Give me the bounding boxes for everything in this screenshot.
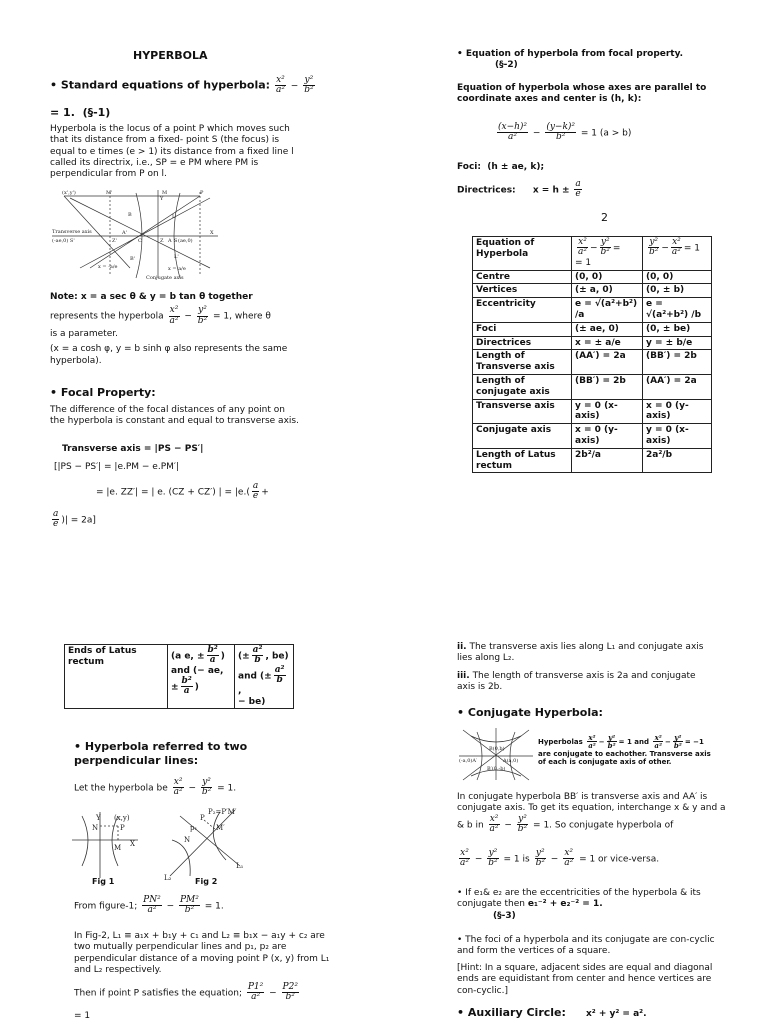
page-number: 2 [601,211,608,224]
fig-label: Z' [112,238,117,244]
fig-label: B [128,212,132,218]
standard-equation-tail: = 1. (§-1) [50,106,111,119]
fig-label: Conjugate axis [146,275,184,280]
svg-text:X: X [130,840,135,848]
fig-label: x = a/e [168,266,186,272]
conjugate-hyperbola-heading: • Conjugate Hyperbola: [457,706,603,719]
fig-label: (x',y') [62,190,76,196]
focal-property-heading: • Focal Property: [50,386,156,399]
svg-text:Y: Y [96,814,101,822]
svg-text:P: P [200,814,205,822]
focal-eq-1: Transverse axis = |PS − PS′| [62,444,204,454]
fig-label: x = -a/e [98,264,118,270]
note-line-3: is a parameter. [50,329,118,340]
fig-2-caption: Fig 2 [195,877,218,886]
svg-text:L₂: L₂ [164,874,172,882]
table-row [65,645,294,709]
standard-equation-heading: • Standard equations of hyperbola: $\frac{\text{x²}}{\text{a²}}$ − $\frac{\text{y²}}{\text{b²}}$ [50,75,314,96]
table-header-col2: $\frac{\text{y²}}{\text{b²}}$ − $\frac{\text{x²}}{\text{a²}}$ = 1 [643,237,712,271]
table-row: Length of Transverse axis (AA′) = 2a (BB′) = 2b [473,350,712,375]
perpendicular-figure-1 [70,810,140,880]
focal-eq-2: [|PS − PS′| = |e.PM − e.PM′| [54,462,179,472]
hint-text: [Hint: In a square, adjacent sides are equal and diagonal ends are equidistant from center and hence vertices are con-cyclic.] [457,963,713,996]
fig-label: M [162,190,168,196]
fig-label: B' [130,256,136,262]
fig-label: A' [122,230,127,236]
table-row: Vertices (± a, 0) (0, ± b) [473,284,712,298]
auxiliary-circle-line: • Auxiliary Circle: x² + y² = a². [457,1006,647,1019]
foci-line: Foci: (h ± ae, k); [457,162,545,172]
point-iii: iii. The length of transverse axis is 2a and conjugate axis is 2b. [457,671,696,693]
focal-property-text: The difference of the focal distances of any point on the hyperbola is constant and equal to transverse axis. [50,405,299,427]
svg-text:A(a,0): A(a,0) [503,758,519,764]
fig-label: (ae,0) [178,238,193,244]
fig-label: Y [160,196,164,202]
latus-col2: (± $\frac{\text{a²}}{b}$ , be) and (± $\frac{\text{a²}}{b}$ , − be) [235,645,294,709]
svg-text:P: P [120,824,125,832]
table-row: Transverse axis y = 0 (x-axis) x = 0 (y-axis) [473,399,712,424]
definition-text: Hyperbola is the locus of a point P which moves such that its distance from a fixed- point S (the focus) is equal to e times (e > 1) its distance from a fixed line l called its directrix, i.e., SP = e PM where PM is perpendicular from P on l. [50,124,294,179]
svg-text:M′: M′ [216,824,225,832]
note-line-2: represents the hyperbola $\frac{\text{x²}}{\text{a²}}$ − $\frac{\text{y²}}{\text{b²}}$ = 1, where θ [50,305,271,326]
svg-text:N: N [92,824,99,832]
eccentricity-property: • If e₁& e₂ are the eccentricities of the hyperbola & its conjugate then e₁⁻² + e₂⁻² = 1. (§-3) [457,888,701,921]
svg-text:p₁: p₁ [190,824,198,832]
svg-text:M: M [114,844,122,852]
table-row: Centre (0, 0) (0, 0) [473,270,712,284]
then-equation-line: Then if point P satisfies the equation; $\frac{\text{P1²}}{\text{a²}}$ − $\frac{\text{P2²}}{\text{b²}}$ [74,982,298,1003]
focal-equation-line: • Equation of hyperbola from focal property. (§-2) [457,49,684,71]
table-header-col1: $\frac{\text{x²}}{\text{a²}}$ − $\frac{\text{y²}}{\text{b²}}$ = = 1 [572,237,643,271]
fig-label: M' [106,190,113,196]
fig-label: Z [160,238,164,244]
svg-text:B′(0,-b): B′(0,-b) [487,766,506,772]
parallel-axes-equation: $\frac{\text{(x−h)²}}{\text{a²}}$ − $\frac{\text{(y−k)²}}{\text{b²}}$ = 1 (a > b) [498,122,632,143]
table-header-label: Equation of Hyperbola [473,237,572,271]
focal-eq-4: $\frac{a}{e}$ )| = 2a] [53,509,96,530]
note-line-4: (x = a cosh φ, y = b sinh φ also represents the same hyperbola). [50,344,288,366]
let-hyperbola-line: Let the hyperbola be $\frac{\text{x²}}{\text{a²}}$ − $\frac{\text{y²}}{\text{b²}}$ = 1. [74,777,237,798]
then-equation-tail: = 1 [74,1011,91,1021]
fig-label: S [174,238,178,244]
table-row [473,237,712,271]
table-row: Length of Latus rectum 2b²/a 2a²/b [473,448,712,473]
fig-label: L' [174,254,179,260]
fig-label: L [172,214,176,220]
page-title: HYPERBOLA [133,49,208,62]
foci-concyclic-property: • The foci of a hyperbola and its conjugate are con-cyclic and form the vertices of a square. [457,935,715,957]
directrices-line: Directrices: x = h ± $\frac{a}{e}$ [457,179,581,200]
svg-text:(-a,0)A′: (-a,0)A′ [459,758,478,764]
fig-label: Transverse axis [52,229,92,235]
latus-col1: (a e, ± $\frac{\text{b²}}{a}$ ) and (− ae, ± $\frac{\text{b²}}{a}$ ) [168,645,235,709]
svg-text:L₁: L₁ [236,862,244,870]
focal-eq-3: = |e. ZZ′| = | e. (CZ + CZ′) | = |e.( $\frac{a}{e}$ + [96,481,269,502]
hyperbola-figure [50,188,220,280]
table-row: Conjugate axis x = 0 (y-axis) y = 0 (x-axis) [473,424,712,449]
conjugate-equation: $\frac{\text{x²}}{\text{a²}}$ − $\frac{\text{y²}}{\text{b²}}$ = 1 is $\frac{\text{y²}}{\text{b²}}$ − $\frac{\text{x²}}{\text{a²}}$ = 1 or vice-versa. [460,848,660,869]
svg-text:P₂=P′M′: P₂=P′M′ [208,808,237,816]
svg-text:N: N [184,836,191,844]
latus-rectum-table [64,644,294,709]
fig-label: (-ae,0) S' [52,238,75,244]
svg-text:(x,y): (x,y) [114,814,130,822]
latus-label: Ends of Latus rectum [65,645,168,709]
table-row: Foci (± ae, 0) (0, ± be) [473,322,712,336]
table-row: Eccentricity e = √(a²+b²) /a e = √(a²+b²) /b [473,298,712,323]
note-line-1: Note: x = a sec θ & y = b tan θ together [50,292,253,302]
note-block [50,292,300,367]
perpendicular-figure-2 [160,806,250,886]
conjugate-paragraph: In conjugate hyperbola BB′ is transverse axis and AA′ is conjugate axis. To get its equation, interchange x & y and a & b in $\frac{\text{x²}}{\text{a²}}$ − $\frac{\text{y²}}{\text{b²}}$ = 1. So conjugate hyperbola of [457,792,726,834]
parallel-axes-heading: Equation of hyperbola whose axes are parallel to coordinate axes and center is (h, k): [457,83,707,105]
from-figure-1-line: From figure-1; $\frac{\text{PN²}}{\text{a²}}$ − $\frac{\text{PM²}}{\text{b²}}$ = 1. [74,895,224,916]
table-row: Directrices x = ± a/e y = ± b/e [473,336,712,350]
figure-2-text: In Fig-2, L₁ ≡ a₁x + b₁y + c₁ and L₂ ≡ b₁x − a₁y + c₂ are two mutually perpendicular lines and p₁, p₂ are perpendicular distance of a moving point P (x, y) from L₁ and L₂ respectively. [74,931,330,975]
properties-table [472,236,712,473]
fig-label: A [168,238,172,244]
conjugate-hyperbola-figure [457,726,535,782]
svg-text:B(0,b): B(0,b) [489,746,505,752]
fig-label: C [138,238,142,244]
fig-label: P [200,190,204,196]
fig-1-caption: Fig 1 [92,877,115,886]
perpendicular-lines-heading: • Hyperbola referred to two perpendicular lines: [74,740,248,767]
fig-label: X [210,230,214,236]
table-row: Length of conjugate axis (BB′) = 2b (AA′) = 2a [473,375,712,400]
point-ii: ii. The transverse axis lies along L₁ and conjugate axis lies along L₂. [457,642,704,664]
conjugate-figure-caption: Hyperbolas $\frac{\text{x²}}{\text{a²}}$ − $\frac{\text{y²}}{\text{b²}}$ = 1 and $\frac{\text{x²}}{\text{a²}}$ − $\frac{\text{y²}}{\text{b²}}$ = −1 are conjugate to eachother. Transverse axis of each is conjugate axis of other. [538,733,711,767]
